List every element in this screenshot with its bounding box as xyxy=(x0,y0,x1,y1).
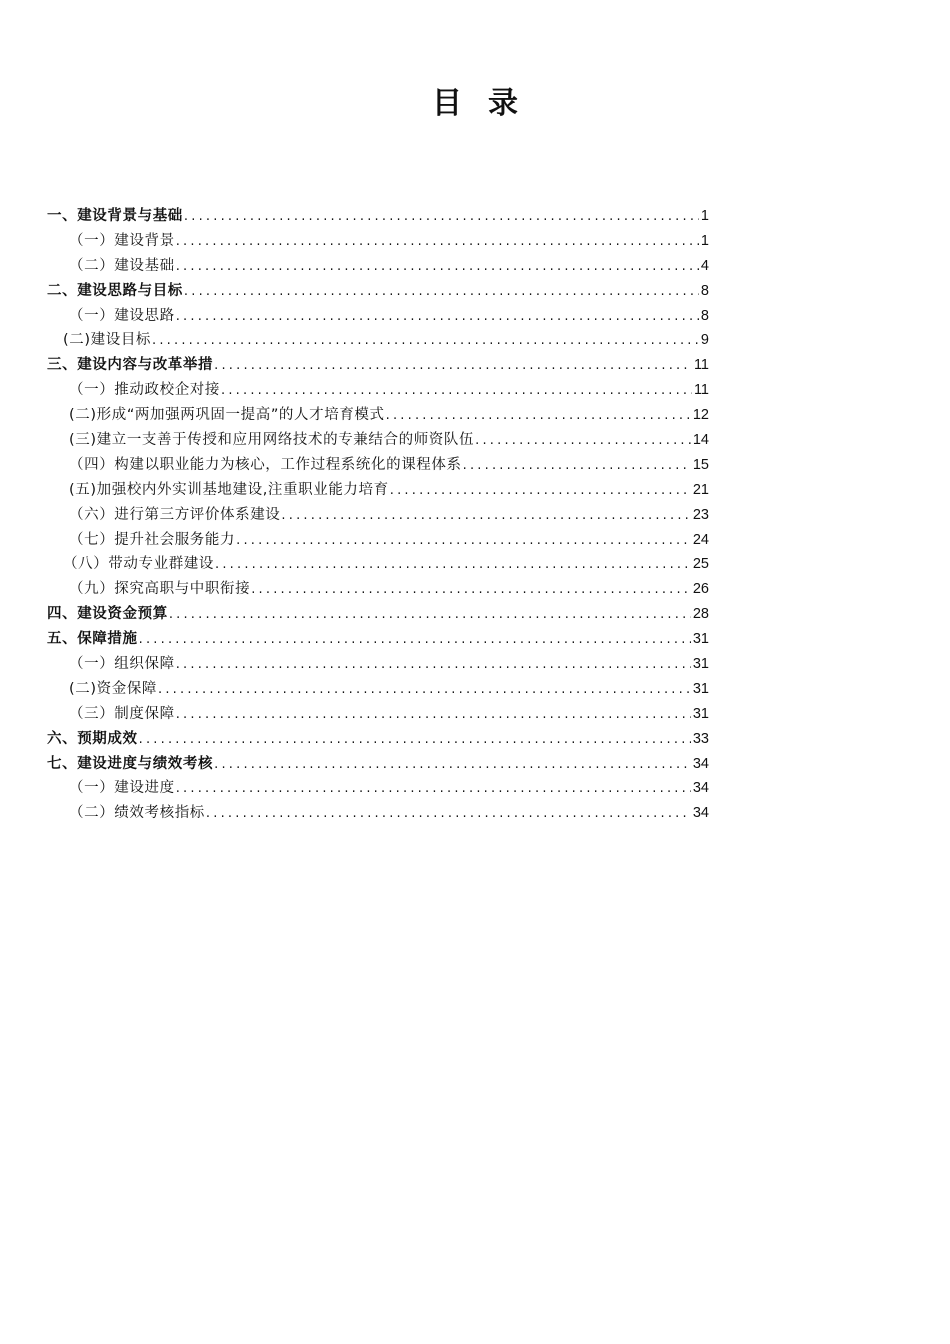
toc-subsection-entry[interactable] xyxy=(47,528,709,553)
toc-entry-title: 三、建设内容与改革举措 xyxy=(47,357,214,374)
toc-entry-title: （四）构建以职业能力为核心，工作过程系统化的课程体系 xyxy=(69,456,462,473)
toc-dot-leader xyxy=(463,454,691,479)
toc-page-number: 23 xyxy=(692,506,709,523)
toc-dot-leader xyxy=(176,653,691,678)
toc-entry-title: （七）提升社会服务能力 xyxy=(69,531,236,548)
toc-section-entry[interactable] xyxy=(47,752,709,777)
page-title xyxy=(0,78,950,122)
toc-section-entry[interactable] xyxy=(47,727,709,752)
toc-section-entry[interactable] xyxy=(47,602,709,627)
toc-page-number: 33 xyxy=(692,730,709,747)
toc-dot-leader xyxy=(390,479,691,504)
toc-section-entry[interactable] xyxy=(47,204,709,229)
toc-dot-leader xyxy=(251,578,691,603)
toc-page-number: 11 xyxy=(693,357,709,374)
toc-page-number: 31 xyxy=(692,656,709,673)
toc-dot-leader xyxy=(184,205,699,230)
toc-dot-leader xyxy=(215,553,691,578)
toc-page-number: 25 xyxy=(692,556,709,573)
toc-entry-title: （一）推动政校企对接 xyxy=(69,382,220,399)
toc-entry-title: 四、建设资金预算 xyxy=(47,606,168,623)
toc-dot-leader xyxy=(176,230,699,255)
toc-subsection-entry[interactable] xyxy=(47,503,709,528)
toc-entry-title: （一）建设进度 xyxy=(69,780,175,797)
toc-section-entry[interactable] xyxy=(47,353,709,378)
toc-entry-title: （二）绩效考核指标 xyxy=(69,805,205,822)
toc-dot-leader xyxy=(386,404,691,429)
toc-subsection-entry[interactable] xyxy=(47,328,709,353)
toc-entry-title: （九）探究高职与中职衔接 xyxy=(69,581,251,598)
toc-subsection-entry[interactable] xyxy=(47,776,709,801)
toc-dot-leader xyxy=(176,703,691,728)
toc-entry-title: （一）建设思路 xyxy=(69,307,175,324)
toc-subsection-entry[interactable] xyxy=(47,304,709,329)
toc-section-entry[interactable] xyxy=(47,627,709,652)
toc-page-number: 12 xyxy=(692,407,709,424)
toc-entry-title: （六）进行第三方评价体系建设 xyxy=(69,506,281,523)
toc-section-entry[interactable] xyxy=(47,279,709,304)
toc-dot-leader xyxy=(206,802,691,827)
toc-entry-title: （二）建设基础 xyxy=(69,257,175,274)
page-title-char-2: 录 xyxy=(488,86,518,121)
toc-entry-title: (二)资金保障 xyxy=(69,680,158,697)
table-of-contents xyxy=(47,204,709,826)
toc-page-number: 14 xyxy=(692,432,709,449)
toc-page-number: 34 xyxy=(692,805,709,822)
toc-subsection-entry[interactable] xyxy=(47,801,709,826)
toc-entry-title: （一）组织保障 xyxy=(69,656,175,673)
toc-entry-title: 六、预期成效 xyxy=(47,730,138,747)
toc-dot-leader xyxy=(214,354,692,379)
toc-entry-title: (五)加强校内外实训基地建设,注重职业能力培育 xyxy=(69,481,389,498)
toc-page-number: 1 xyxy=(700,208,709,224)
toc-dot-leader xyxy=(475,429,691,454)
toc-dot-leader xyxy=(221,379,692,404)
toc-page-number: 28 xyxy=(692,606,709,623)
toc-entry-title: 一、建设背景与基础 xyxy=(47,208,183,224)
toc-entry-title: （三）制度保障 xyxy=(69,705,175,722)
toc-entry-title: 二、建设思路与目标 xyxy=(47,282,183,299)
toc-entry-title: (二)形成“两加强两巩固一提高”的人才培育模式 xyxy=(69,407,385,424)
toc-page-number: 8 xyxy=(700,282,709,299)
toc-dot-leader xyxy=(176,255,699,280)
toc-subsection-entry[interactable] xyxy=(47,428,709,453)
toc-page-number: 9 xyxy=(700,332,709,349)
toc-page-number: 31 xyxy=(692,631,709,648)
toc-entry-title: （一）建设背景 xyxy=(69,232,175,249)
toc-subsection-entry[interactable] xyxy=(47,378,709,403)
toc-subsection-entry[interactable] xyxy=(47,577,709,602)
page-title-char-1: 目 xyxy=(432,86,462,121)
toc-page-number: 31 xyxy=(692,705,709,722)
toc-subsection-entry[interactable] xyxy=(47,254,709,279)
toc-page-number: 26 xyxy=(692,581,709,598)
toc-entry-title: （八）带动专业群建设 xyxy=(63,556,214,573)
toc-page-number: 11 xyxy=(693,382,709,399)
toc-dot-leader xyxy=(152,329,699,354)
toc-dot-leader xyxy=(184,280,699,305)
toc-dot-leader xyxy=(281,504,690,529)
toc-dot-leader xyxy=(139,628,691,653)
toc-dot-leader xyxy=(214,753,691,778)
toc-dot-leader xyxy=(158,678,691,703)
toc-dot-leader xyxy=(139,728,691,753)
toc-subsection-entry[interactable] xyxy=(47,702,709,727)
toc-dot-leader xyxy=(236,529,691,554)
toc-entry-title: 五、保障措施 xyxy=(47,631,138,648)
toc-subsection-entry[interactable] xyxy=(47,478,709,503)
toc-page-number: 34 xyxy=(692,755,709,772)
toc-page-number: 24 xyxy=(692,531,709,548)
toc-subsection-entry[interactable] xyxy=(47,652,709,677)
toc-subsection-entry[interactable] xyxy=(47,677,709,702)
toc-page-number: 8 xyxy=(700,307,709,324)
toc-page-number: 4 xyxy=(700,257,709,274)
toc-page-number: 21 xyxy=(692,481,709,498)
toc-entry-title: (二)建设目标 xyxy=(63,332,152,349)
toc-page-number: 34 xyxy=(692,780,709,797)
toc-subsection-entry[interactable] xyxy=(47,229,709,254)
toc-dot-leader xyxy=(176,305,699,330)
toc-page-number: 1 xyxy=(700,232,709,249)
toc-dot-leader xyxy=(176,777,691,802)
toc-subsection-entry[interactable] xyxy=(47,403,709,428)
toc-subsection-entry[interactable] xyxy=(47,453,709,478)
toc-subsection-entry[interactable] xyxy=(47,552,709,577)
toc-dot-leader xyxy=(169,603,691,628)
toc-page-number: 15 xyxy=(692,456,709,473)
toc-page-number: 31 xyxy=(692,680,709,697)
toc-entry-title: 七、建设进度与绩效考核 xyxy=(47,755,214,772)
toc-entry-title: (三)建立一支善于传授和应用网络技术的专兼结合的师资队伍 xyxy=(69,432,475,449)
